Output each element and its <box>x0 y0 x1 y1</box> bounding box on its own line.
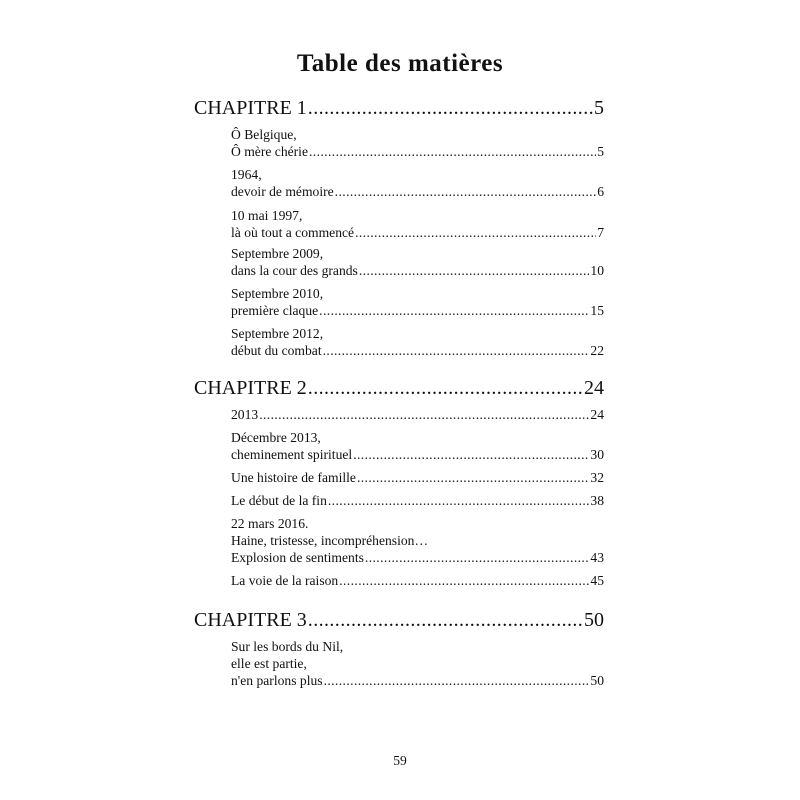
dot-leader <box>323 343 590 359</box>
entry-title: n'en parlons plus <box>231 673 323 688</box>
entry-title: Explosion de sentiments <box>231 550 364 565</box>
entry-title: là où tout a commencé <box>231 225 355 240</box>
entry-title: début du combat <box>231 343 322 358</box>
entry-title: 2013 <box>231 407 259 422</box>
entry-title: Ô mère chérie <box>231 144 308 159</box>
entry-line: elle est partie, <box>231 656 307 671</box>
page-number: 59 <box>393 753 407 768</box>
entry-page: 50 <box>590 673 604 688</box>
entry-title: première claque <box>231 303 319 318</box>
entry-page: 22 <box>590 343 604 358</box>
toc-entry <box>231 225 604 241</box>
entry-line: Ô Belgique, <box>231 127 297 142</box>
entry-line: 1964, <box>231 167 262 182</box>
entry-page: 10 <box>590 263 604 278</box>
toc-entry <box>231 493 604 509</box>
entry-page: 5 <box>597 144 604 159</box>
entry-line: 22 mars 2016. <box>231 516 309 531</box>
dot-leader <box>324 673 590 689</box>
toc-entry <box>231 303 604 319</box>
chapter-label: CHAPITRE 1 <box>194 97 307 119</box>
entry-page: 38 <box>590 493 604 508</box>
entry-title: dans la cour des grands <box>231 263 358 278</box>
chapter-page: 5 <box>594 97 604 119</box>
dot-leader <box>308 609 583 632</box>
dot-leader <box>335 184 597 200</box>
dot-leader <box>328 493 590 509</box>
entry-page: 45 <box>590 573 604 588</box>
dot-leader <box>308 377 583 400</box>
toc-entry <box>231 343 604 359</box>
entry-title: cheminement spirituel <box>231 447 353 462</box>
dot-leader <box>259 407 589 423</box>
entry-page: 30 <box>590 447 604 462</box>
entry-line: Septembre 2010, <box>231 286 324 301</box>
toc-entry <box>231 184 604 200</box>
chapter-heading <box>194 377 604 400</box>
toc-entry <box>231 470 604 486</box>
entry-line: Sur les bords du Nil, <box>231 639 344 654</box>
toc-entry <box>231 550 604 566</box>
entry-page: 6 <box>597 184 604 199</box>
entry-title: Une histoire de famille <box>231 470 356 485</box>
entry-line: Haine, tristesse, incompréhension… <box>231 533 429 548</box>
chapter-label: CHAPITRE 2 <box>194 377 307 399</box>
page-title: Table des matières <box>296 50 504 77</box>
dot-leader <box>308 97 593 120</box>
dot-leader <box>339 573 589 589</box>
entry-page: 24 <box>590 407 604 422</box>
dot-leader <box>365 550 590 566</box>
chapter-page: 24 <box>584 377 604 399</box>
toc-entry <box>231 447 604 463</box>
toc-entry <box>231 263 604 279</box>
toc-entry <box>231 573 604 589</box>
entry-line: 10 mai 1997, <box>231 208 303 223</box>
chapter-heading <box>194 97 604 120</box>
toc-entry <box>231 144 604 160</box>
dot-leader <box>357 470 589 486</box>
dot-leader <box>319 303 589 319</box>
dot-leader <box>353 447 589 463</box>
entry-page: 32 <box>590 470 604 485</box>
entry-line: Septembre 2009, <box>231 246 324 261</box>
entry-page: 15 <box>590 303 604 318</box>
dot-leader <box>309 144 596 160</box>
chapter-heading <box>194 609 604 632</box>
dot-leader <box>355 225 596 241</box>
entry-page: 7 <box>597 225 604 240</box>
entry-line: Septembre 2012, <box>231 326 324 341</box>
entry-page: 43 <box>590 550 604 565</box>
entry-line: Décembre 2013, <box>231 430 321 445</box>
toc-entry <box>231 673 604 689</box>
entry-title: Le début de la fin <box>231 493 327 508</box>
dot-leader <box>359 263 590 279</box>
chapter-label: CHAPITRE 3 <box>194 609 307 631</box>
entry-title: La voie de la raison <box>231 573 339 588</box>
chapter-page: 50 <box>584 609 604 631</box>
entry-title: devoir de mémoire <box>231 184 334 199</box>
toc-entry <box>231 407 604 423</box>
